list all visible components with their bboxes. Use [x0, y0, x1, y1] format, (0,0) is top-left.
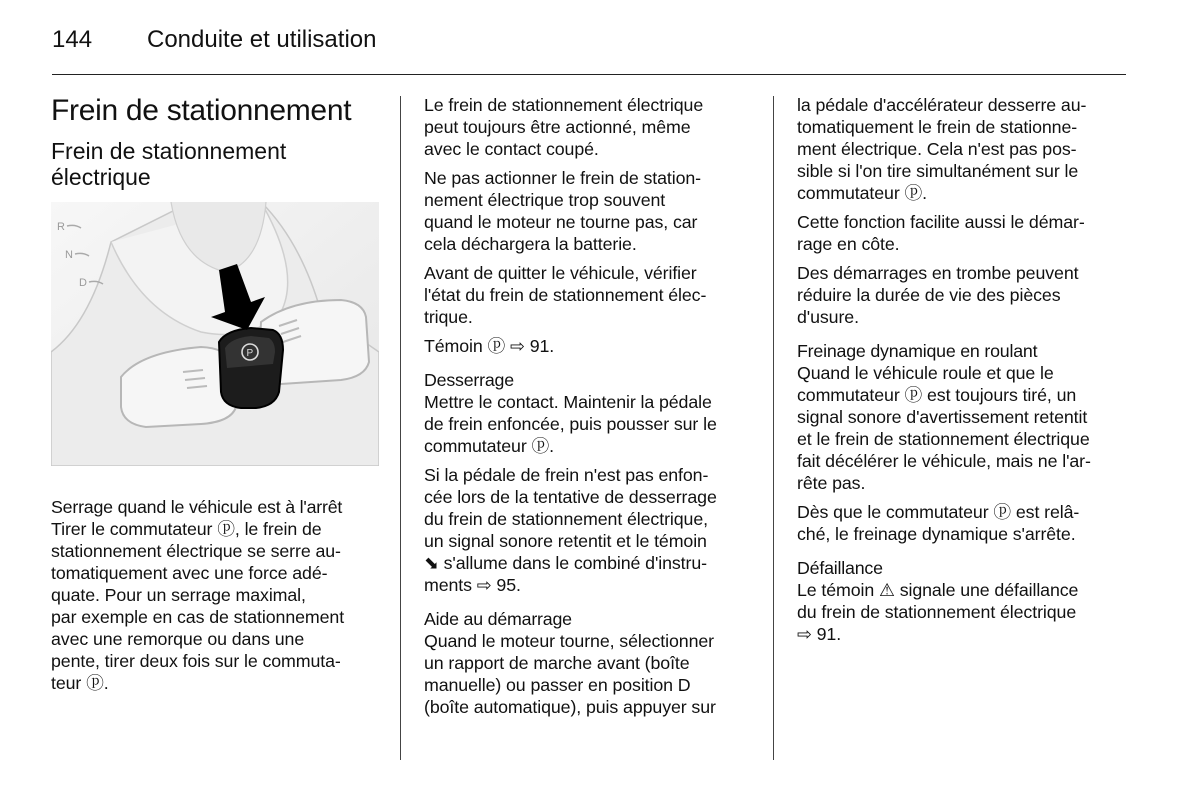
paragraph: Le frein de stationnement électrique peut toujours être actionné, même avec le contact coupé.	[424, 95, 704, 159]
paragraph: Quand le véhicule roule et que le commutateur ⓟ est toujours tiré, un signal sonore d'avertissement retentit et le frein de stationnement électrique fait décélérer le véhicule, mais ne l'ar- rête pas.	[797, 363, 1091, 493]
section-heading: Freinage dynamique en roulant	[797, 341, 1038, 361]
column-divider	[773, 96, 774, 760]
paragraph: Le témoin ⚠ signale une défaillance du frein de stationnement électrique ⇨ 91.	[797, 580, 1079, 644]
column-1	[51, 94, 383, 701]
parking-brake-illustration	[51, 202, 379, 466]
paragraph: Témoin ⓟ ⇨ 91.	[424, 336, 555, 356]
paragraph: Tirer le commutateur ⓟ, le frein de stationnement électrique se serre au- tomatiquement avec une force adé- quate. Pour un serrage maximal, par exemple en cas de stationnement avec une remorque ou dans une pente, tirer deux fois sur le commuta- teur ⓟ.	[51, 519, 345, 693]
paragraph: Cette fonction facilite aussi le démar- rage en côte.	[797, 212, 1085, 254]
page-number: 144	[52, 26, 93, 53]
header-divider	[52, 74, 1126, 75]
section-heading: Aide au démarrage	[424, 609, 572, 629]
paragraph: Ne pas actionner le frein de station- nement électrique trop souvent quand le moteur ne tourne pas, car cela déchargera la batterie.	[424, 168, 702, 254]
paragraph: Des démarrages en trombe peuvent réduire la durée de vie des pièces d'usure.	[797, 263, 1079, 327]
gear-label-n: N	[65, 249, 73, 261]
sub-heading: Frein de stationnement électrique	[51, 138, 287, 190]
column-divider	[400, 96, 401, 760]
column-3	[797, 94, 1129, 652]
paragraph: Mettre le contact. Maintenir la pédale de frein enfoncée, puis pousser sur le commutateur ⓟ.	[424, 392, 717, 456]
section-heading: Serrage quand le véhicule est à l'arrêt	[51, 497, 343, 517]
section-title: Conduite et utilisation	[147, 26, 377, 53]
paragraph: Quand le moteur tourne, sélectionner un rapport de marche avant (boîte manuelle) ou passer en position D (boîte automatique), puis appuyer sur	[424, 631, 716, 717]
gear-label-d: D	[79, 277, 87, 289]
paragraph: la pédale d'accélérateur desserre au- tomatiquement le frein de stationne- ment électrique. Cela n'est pas pos- sible si l'on tire simultanément sur le commutateur ⓟ.	[797, 95, 1087, 203]
paragraph: Si la pédale de frein n'est pas enfon- cée lors de la tentative de desserrage du frein de stationnement électrique, un signal sonore retentit et le témoin ⬊ s'allume dans le combiné d'instru- ments ⇨ 95.	[424, 465, 717, 595]
svg-text:P: P	[246, 348, 254, 359]
section-heading: Desserrage	[424, 370, 514, 390]
paragraph: Dès que le commutateur ⓟ est relâ- ché, le freinage dynamique s'arrête.	[797, 502, 1080, 544]
section-heading: Défaillance	[797, 558, 883, 578]
paragraph: Avant de quitter le véhicule, vérifier l'état du frein de stationnement élec- trique.	[424, 263, 707, 327]
column-2	[424, 94, 758, 725]
page-heading: Frein de stationnement	[51, 94, 352, 127]
gear-label-r: R	[57, 221, 65, 233]
